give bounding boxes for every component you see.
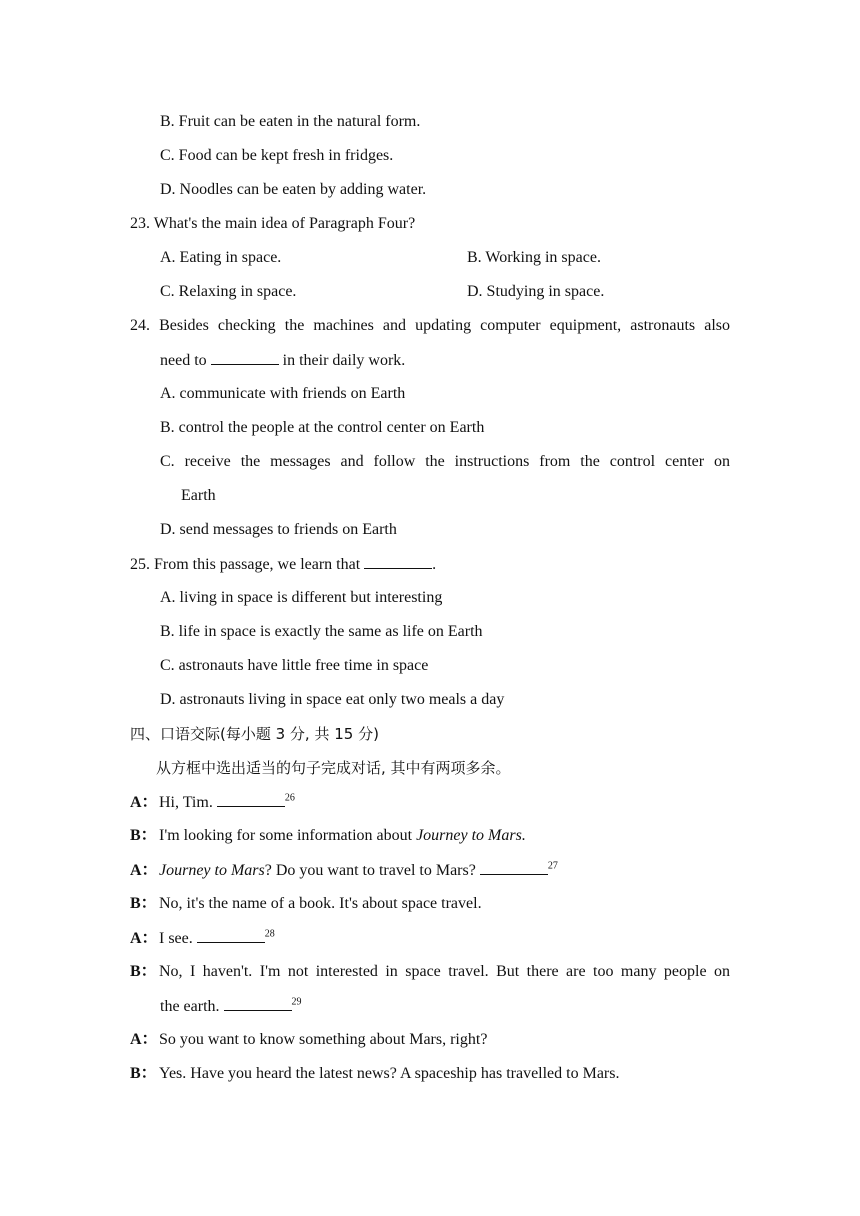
dialogue-line-6-cont <box>130 995 730 1029</box>
q25-option-a: A. living in space is different but interesting <box>160 589 443 606</box>
dialogue-line-7 <box>130 1029 730 1063</box>
q22-option-c: C. Food can be kept fresh in fridges. <box>160 147 394 164</box>
dialogue-text: Hi, Tim. <box>159 794 213 811</box>
q23-option-a: A. Eating in space. <box>160 249 282 266</box>
blank-number-27: 27 <box>547 860 558 872</box>
blank-27 <box>480 859 548 875</box>
speaker-b: B： <box>130 827 157 844</box>
dialogue-text: So you want to know something about Mars, right? <box>159 1031 488 1048</box>
blank-29 <box>224 995 292 1011</box>
speaker-a: A： <box>130 1031 158 1048</box>
q23-option-d: D. Studying in space. <box>467 283 605 300</box>
q25-option-c: C. astronauts have little free time in space <box>160 657 429 674</box>
q24-option-c-line2: Earth <box>181 487 216 504</box>
q22-option-b: B. Fruit can be eaten in the natural form. <box>160 113 421 130</box>
dialogue-line-3 <box>130 859 730 893</box>
speaker-b: B： <box>130 963 157 980</box>
blank-28 <box>197 927 265 943</box>
blank-number-29: 29 <box>291 996 302 1008</box>
q25-answer-blank <box>364 553 432 569</box>
q23-option-c: C. Relaxing in space. <box>160 283 297 300</box>
q24-option-d: D. send messages to friends on Earth <box>160 521 397 538</box>
q24-stem-pre: need to <box>160 352 207 369</box>
q24-stem-post: in their daily work. <box>282 352 406 369</box>
dialogue-text: ? Do you want to travel to Mars? <box>264 862 476 879</box>
q24-stem-line2 <box>130 349 730 383</box>
q23-options-row2 <box>130 281 730 315</box>
q24-answer-blank <box>211 349 279 365</box>
q25-stem-pre: 25. From this passage, we learn that <box>130 556 361 573</box>
q24-option-c-line1: C. receive the messages and follow the instructions from the control center on <box>160 453 730 470</box>
blank-number-28: 28 <box>264 928 275 940</box>
book-title: Journey to Mars <box>159 862 265 879</box>
dialogue-line-8 <box>130 1063 730 1097</box>
dialogue-text: No, I haven't. I'm not interested in space travel. But there are too many people on <box>159 963 730 980</box>
book-title: Journey to Mars. <box>416 827 526 844</box>
page-content <box>130 111 730 1097</box>
dialogue-line-4 <box>130 893 730 927</box>
q25-stem-post: . <box>432 556 437 573</box>
dialogue-line-1 <box>130 791 730 825</box>
section4-instruction: 从方框中选出适当的句子完成对话, 其中有两项多余。 <box>156 759 511 777</box>
dialogue-text: Yes. Have you heard the latest news? A spaceship has travelled to Mars. <box>159 1065 620 1082</box>
q25-option-d: D. astronauts living in space eat only two meals a day <box>160 691 505 708</box>
q23-options-row1 <box>130 247 730 281</box>
section4-heading: 四、口语交际(每小题 3 分, 共 15 分) <box>130 725 379 743</box>
q22-option-d: D. Noodles can be eaten by adding water. <box>160 181 427 198</box>
q23-option-b: B. Working in space. <box>467 249 601 266</box>
dialogue-line-6 <box>130 961 730 995</box>
dialogue-line-5 <box>130 927 730 961</box>
q25-stem <box>130 553 730 587</box>
blank-number-26: 26 <box>284 792 295 804</box>
speaker-b: B： <box>130 895 157 912</box>
dialogue-text: the earth. <box>160 998 220 1015</box>
speaker-a: A： <box>130 930 158 947</box>
dialogue-text: I'm looking for some information about <box>159 827 413 844</box>
dialogue-text: I see. <box>159 930 193 947</box>
speaker-b: B： <box>130 1065 157 1082</box>
dialogue-text: No, it's the name of a book. It's about space travel. <box>159 895 482 912</box>
blank-26 <box>217 791 285 807</box>
q23-stem: 23. What's the main idea of Paragraph Four? <box>130 215 416 232</box>
q25-option-b: B. life in space is exactly the same as life on Earth <box>160 623 483 640</box>
q24-option-a: A. communicate with friends on Earth <box>160 385 406 402</box>
speaker-a: A： <box>130 862 158 879</box>
dialogue-line-2 <box>130 825 730 859</box>
q24-option-b: B. control the people at the control center on Earth <box>160 419 485 436</box>
q24-stem-line1: 24. Besides checking the machines and updating computer equipment, astronauts also <box>130 317 730 334</box>
speaker-a: A： <box>130 794 158 811</box>
